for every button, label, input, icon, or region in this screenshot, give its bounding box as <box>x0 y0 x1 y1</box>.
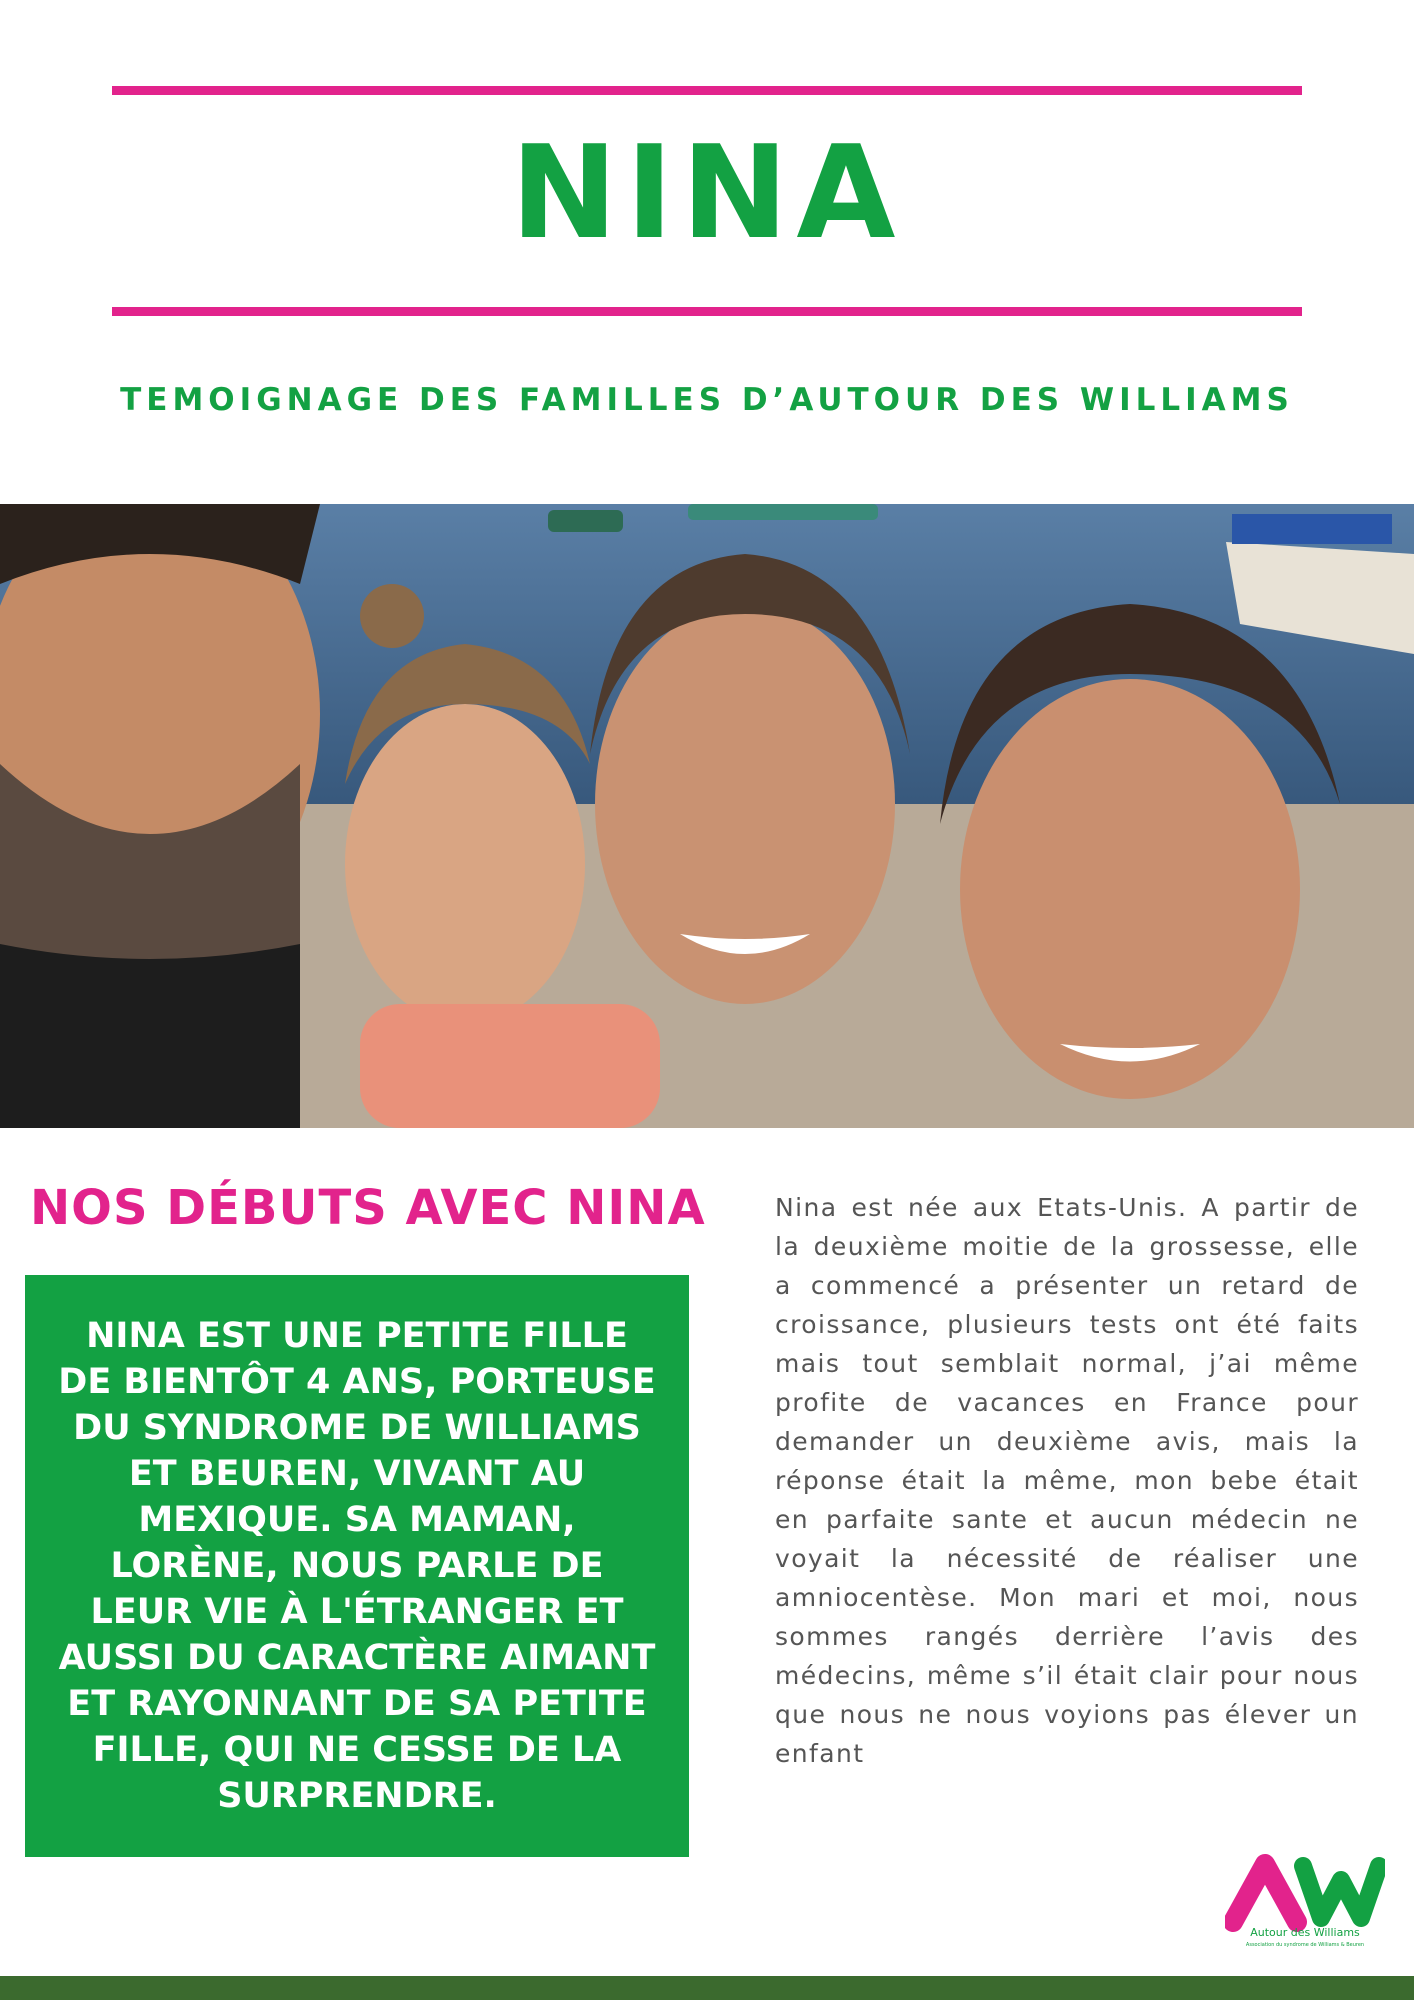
top-rule <box>112 86 1302 95</box>
page-subtitle: TEMOIGNAGE DES FAMILLES D’AUTOUR DES WILLIAMS <box>120 382 1294 418</box>
bottom-rule <box>112 307 1302 316</box>
family-photo-illustration <box>0 504 1414 1128</box>
intro-text: NINA EST UNE PETITE FILLE DE BIENTÔT 4 ANS, PORTEUSE DU SYNDROME DE WILLIAMS ET BEUREN, VIVANT AU MEXIQUE. SA MAMAN, LORÈNE, NOUS PARLE DE LEUR VIE À L'ÉTRANGER ET AUSSI DU CARACTÈRE AIMANT ET RAYONNANT DE SA PETITE FILLE, QUI NE CESSE DE LA SURPRENDRE. <box>58 1316 656 1816</box>
footer-bar <box>0 1976 1414 2000</box>
body-paragraph: Nina est née aux Etats-Unis. A partir de la deuxième moitie de la grossesse, elle a commencé a présenter un retard de croissance, plusieurs tests ont été faits mais tout semblait normal, j’ai même profite de vacances en France pour demander un deuxième avis, mais la réponse était la même, mon bebe était en parfaite sante et aucun médecin ne voyait la nécessité de réaliser une amniocentèse. Mon mari et moi, nous sommes rangés derrière l’avis des médecins, même s’il était clair pour nous que nous ne nous voyions pas élever un enfant <box>775 1193 1359 1768</box>
aw-logo-icon <box>1225 1852 1385 1932</box>
intro-box <box>25 1275 689 1857</box>
section-heading: NOS DÉBUTS AVEC NINA <box>30 1180 706 1236</box>
logo-name: Autour des Williams <box>1250 1926 1360 1939</box>
logo-tagline: Association du syndrome de Williams & Beuren <box>1245 1942 1365 1948</box>
family-photo <box>0 504 1414 1128</box>
page-title: NINA <box>510 119 904 268</box>
